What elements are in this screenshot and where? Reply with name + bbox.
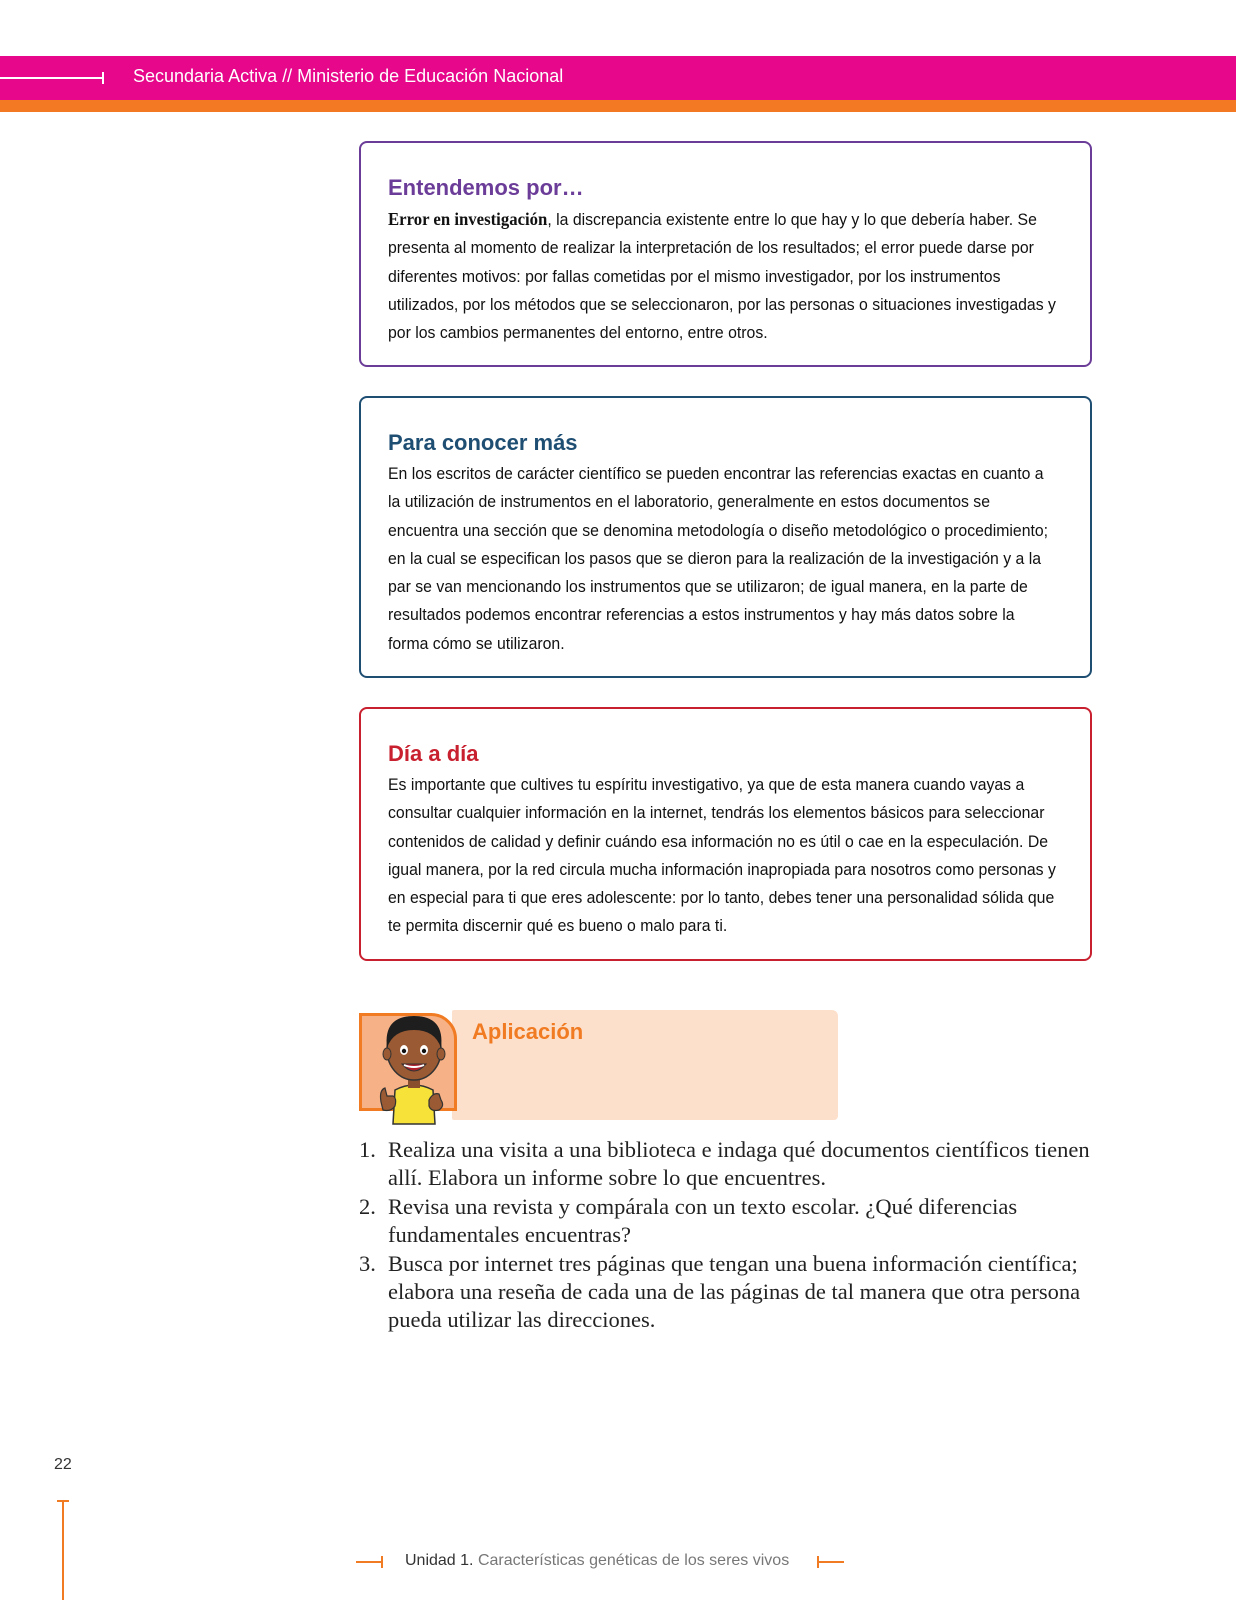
- entendemos-box: [359, 141, 1092, 367]
- footer-left-rule: [356, 1561, 383, 1563]
- conocer-text: En los escritos de carácter científico se pueden encontrar las referencias exactas en cuanto a la utilización de instrumentos en el laboratorio, generalmente en estos documentos se encuentra una sección que se denomina metodología o diseño metodológico o procedimiento; en la cual se especifican los pasos que se dieron para la realización de la investigación y a la par se van mencionando los instrumentos que se utilizaron; de igual manera, en la parte de resultados podemos encontrar referencias a estos instrumentos y hay más datos sobre la forma cómo se utilizaron.: [388, 464, 1049, 653]
- list-item: [359, 1136, 1099, 1193]
- conocer-box: [359, 396, 1092, 678]
- dia-box: [359, 707, 1092, 961]
- list-item: [359, 1193, 1099, 1250]
- footer-left-rule-tick: [381, 1556, 383, 1568]
- entendemos-text: [388, 205, 1058, 347]
- list-item-number: 2.: [359, 1193, 376, 1219]
- footer-unit-title: Características genéticas de los seres vivos: [477, 1552, 790, 1569]
- entendemos-definition: , la discrepancia existente entre lo que hay y lo que debería haber. Se presenta al momento de realizar la interpretación de los resultados; el error puede darse por diferentes motivos: por fallas cometidas por el mismo investigador, por los instrumentos utilizados, por los métodos que se seleccionaron, por las personas o situaciones investigadas y por los cambios permanentes del entorno, entre otros.: [388, 210, 1056, 343]
- dia-text: Es importante que cultives tu espíritu investigativo, ya que de esta manera cuando vayas a consultar cualquier información en la internet, tendrás los elementos básicos para seleccionar contenidos de calidad y definir cuándo esa información no es útil o cae en la especulación. De igual manera, por la red circula mucha información inapropiada para nosotros como personas y en especial para ti que eres adolescente: por lo tanto, debes tener una personalidad sólida que te permita discernir qué es bueno o malo para ti.: [388, 775, 1056, 936]
- list-item-number: 1.: [359, 1137, 376, 1162]
- footer-unit-label: Unidad 1.: [405, 1552, 474, 1569]
- footer-unit: [405, 1552, 789, 1570]
- header-title: Secundaria Activa // Ministerio de Educación Nacional: [133, 66, 564, 86]
- footer-right-rule: [817, 1561, 844, 1563]
- conocer-title: Para conocer más: [388, 430, 578, 455]
- dia-title: Día a día: [388, 741, 479, 766]
- footer-vertical-rule: [62, 1500, 64, 1600]
- footer-vertical-rule-tick: [57, 1500, 69, 1502]
- header-rule: [0, 77, 104, 79]
- list-item-text: Revisa una revista y compárala con un texto escolar. ¿Qué diferencias fundamentales encuentras?: [388, 1193, 1018, 1248]
- list-item: [359, 1250, 1099, 1335]
- list-item-text: Realiza una visita a una biblioteca e indaga qué documentos científicos tienen allí. Elabora un informe sobre lo que encuentres.: [388, 1137, 1090, 1191]
- student-mascot-icon: [369, 1002, 459, 1126]
- aplicacion-title: Aplicación: [472, 1019, 584, 1044]
- list-item-number: 3.: [359, 1250, 376, 1276]
- list-item-text: Busca por internet tres páginas que tengan una buena información científica; elabora una reseña de cada una de las páginas de tal manera que otra persona pueda utilizar las direcciones.: [388, 1250, 1081, 1333]
- footer-right-rule-tick: [817, 1556, 819, 1568]
- header-rule-tick: [102, 72, 104, 84]
- header-stripe: [0, 100, 1236, 112]
- page-number: 22: [54, 1456, 72, 1473]
- entendemos-title: Entendemos por…: [388, 175, 584, 200]
- aplicacion-list: [359, 1136, 1099, 1335]
- entendemos-term: Error en investigación: [388, 209, 548, 229]
